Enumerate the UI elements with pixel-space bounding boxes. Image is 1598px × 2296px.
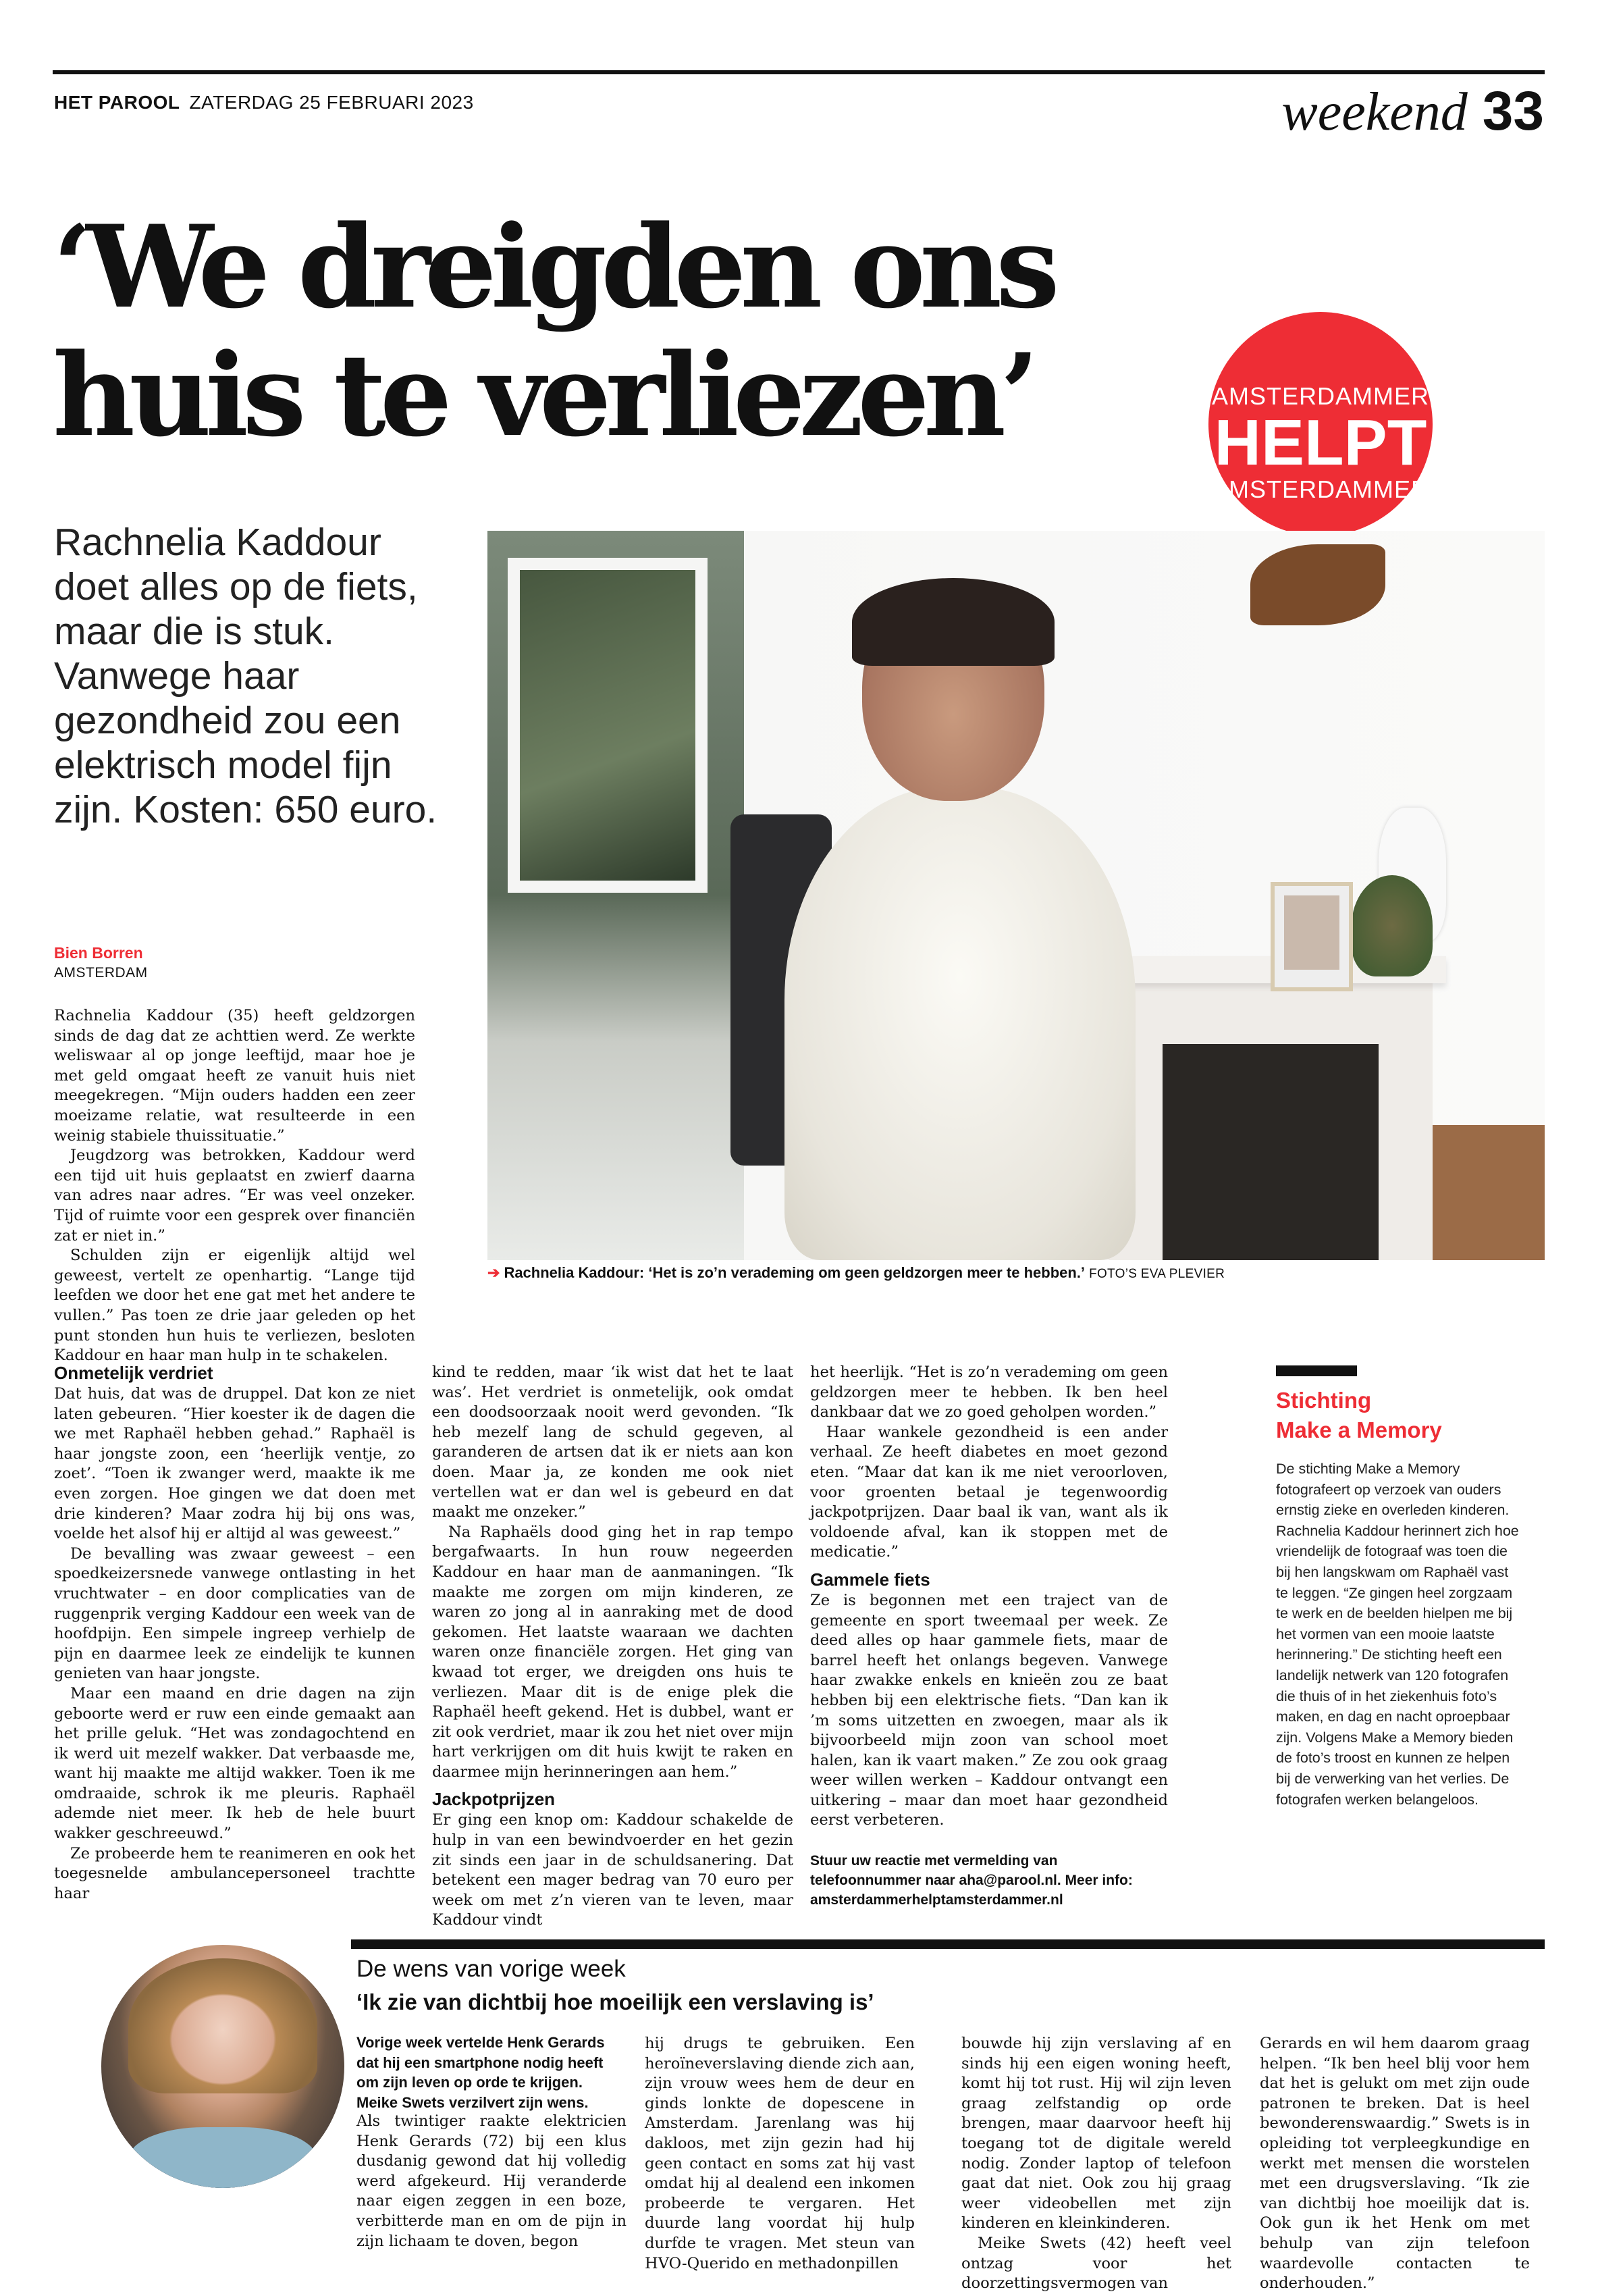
byline	[54, 944, 148, 981]
portrait-hair	[128, 1958, 317, 2093]
amsterdammer-helpt-badge	[1208, 312, 1433, 536]
subheading: Onmetelijk verdriet	[54, 1363, 213, 1383]
article-col1-top	[54, 1006, 415, 1366]
arrow-icon: ➔	[487, 1264, 500, 1281]
call-to-action: Stuur uw reactie met vermelding van telefoonnummer naar aha@parool.nl. Meer info: amsterdammerhelptamsterdammer.nl	[810, 1853, 1133, 1908]
previous-wish-col2	[645, 2034, 915, 2274]
article-col3	[810, 1363, 1168, 1910]
paragraph: Ze is begonnen met een traject van de gemeente en sport tweemaal per week. Ze deed alles op haar gammele fiets, maar de barrel heeft het onlangs begeven. Vanwege haar zwakke enkels en knieën zou ze baat hebben bij een elektrische fiets. “Dan kan ik ’m soms uitzetten en zwoegen, maar als ik bijvoorbeeld mijn zoon van school moet halen, kan ik vaart maken.” Ze zou ook graag weer willen werken – Kaddour ontvangt een uitkering – maar dan moet haar gezondheid eerst verbeteren.	[810, 1591, 1168, 1829]
bottom-section-rule	[351, 1939, 1545, 1949]
photo-fireplace-opening	[1163, 1044, 1379, 1260]
paragraph: kind te redden, maar ‘ik wist dat het te laat was’. Het verdriet is onmetelijk, ook omdat een doodsoorzaak nooit werd gevonden. “Ik heb mezelf lang de schuld gegeven, al garanderen de artsen dat ik er niets aan kon doen. Maar ja, ze konden me ook niet vertellen wat er dan wel is gebeurd en dat maakt me onzeker.”	[432, 1363, 793, 1521]
subheading: Gammele fiets	[810, 1569, 930, 1590]
paragraph: hij drugs te gebruiken. Een heroïneverslaving diende zich aan, zijn vrouw wees hem de deur en ginds lonkte de dopescene in Amsterdam. Jarenlang was hij dakloos, met zijn gezin had hij geen contact en soms zat hij vast omdat hij al dealend een inkomen probeerde te vergaren. Het duurde lang voordat hij hulp durfde te vragen. Met steun van HVO-Querido en methadonpillen	[645, 2035, 915, 2272]
paper-name: HET PAROOL	[54, 92, 180, 113]
subheading: Jackpotprijzen	[432, 1789, 556, 1810]
previous-wish-lead: Vorige week vertelde Henk Gerards dat hij een smartphone nodig heeft om zijn leven op orde te krijgen. Meike Swets verzilvert zijn wens.	[356, 2034, 605, 2111]
paragraph: Als twintiger raakte elektricien Henk Gerards (72) bij een klus dusdanig gewond dat hij volledig werd afgekeurd. Hij veranderde naar eigen zeggen in een boze, verbitterde man en om de pijn in zijn lichaam te doven, begon	[356, 2112, 627, 2250]
sidebar-title	[1276, 1386, 1506, 1445]
caption-text: Rachnelia Kaddour: ‘Het is zo’n verademing om geen geldzorgen meer te hebben.’	[504, 1264, 1086, 1281]
issue-date: ZATERDAG 25 FEBRUARI 2023	[189, 92, 474, 113]
paragraph: Na Raphaëls dood ging het in rap tempo bergafwaarts. In hun rouw negeerden Kaddour en haar man de aanmaningen. “Ik maakte me zorgen om mijn kinderen, ze waren zo jong al in aanraking met de dood gekomen. Het laatste waaraan we dachten waren onze financiële zorgen. Het ging van kwaad tot erger, we dreigden ons huis te verliezen. Maar dit is de enige plek die Raphaël heeft gekend. Het is dubbel, want er zit ook verdriet, maar ik zou het niet over mijn hart verkrijgen om dit huis kwijt te raken en daarmee mijn herinneringen aan hem.”	[432, 1523, 793, 1781]
paragraph: Gerards en wil hem daarom graag helpen. “Ik ben heel blij voor hem dat het is gelukt om met zijn oude patronen te breken. Dat is heel bewonderenswaardig.” Swets is in opleiding tot verpleegkundige en werkt met mensen die worstelen met een drugsverslaving. “Ik zie van dichtbij hoe moeilijk dat is. Ook gun ik het Henk om met behulp van zijn telefoon waardevolle contacten te onderhouden.”	[1260, 2035, 1530, 2293]
sidebar-title-line-1: Stichting	[1276, 1388, 1372, 1413]
author-name: Bien Borren	[54, 944, 143, 962]
sidebar-text: De stichting Make a Memory fotografeert op verzoek van ouders ernstig zieke en overleden kinderen. Rachnelia Kaddour herinnert zich hoe vriendelijk de fotograaf was toen die bij hen langskwam om Raphaël vast te leggen. “Ze gingen heel zorgzaam te werk en de beelden hielpen me bij het vormen van een mooie laatste herinnering.” De stichting heeft een landelijk netwerk van 120 fotografen die thuis of in het ziekenhuis foto’s maken, en dag en nacht oproepbaar zijn. Volgens Make a Memory bieden de foto’s troost en kunnen ze helpen bij de verwerking van het verlies. De fotografen werken belangeloos.	[1276, 1461, 1519, 1808]
photo-baby-frame	[1271, 882, 1353, 991]
section-name: weekend	[1281, 82, 1468, 142]
masthead-left	[54, 92, 474, 113]
portrait-shirt	[128, 2127, 317, 2188]
photo-credit: FOTO’S EVA PLEVIER	[1089, 1267, 1225, 1281]
paragraph: het heerlijk. “Het is zo’n verademing om geen geldzorgen meer te hebben. Ik ben heel dankbaar dat we zo goed geholpen worden.”	[810, 1363, 1168, 1421]
author-place: AMSTERDAM	[54, 965, 148, 981]
page-number: 33	[1482, 80, 1544, 142]
photo-wall-decoration	[1250, 544, 1385, 625]
previous-wish-kicker: De wens van vorige week	[356, 1956, 626, 1982]
paragraph: bouwde hij zijn verslaving af en sinds hij een eigen woning heeft, komt hij tot rust. Hij wil zijn leven graag zelfstandig op orde brengen, maar daarvoor heeft hij toegang tot de digitale wereld nodig. Zonder laptop of telefoon gaat dat niet. Ook zou hij graag weer videobellen met zijn kinderen en kleinkinderen.	[961, 2035, 1231, 2233]
paragraph: Dat huis, dat was de druppel. Dat kon ze niet laten gebeuren. “Hier koester ik de dagen die we met Raphaël hebben gehad.” Raphaël is haar jongste zoon, een ‘heerlijk ventje, zo zoet’. “Toen ik zwanger werd, maakte ik me even zorgen. Hoe gingen we dat doen met drie kinderen? Maar zodra hij bij ons was, voelde het alsof hij er altijd al was geweest.”	[54, 1385, 415, 1543]
paragraph: Ze probeerde hem te reanimeren en ook het toegesnelde ambulancepersoneel trachtte haar	[54, 1844, 415, 1902]
article-col2	[432, 1363, 793, 1931]
photo-caption	[487, 1264, 1545, 1282]
previous-wish-col3	[961, 2034, 1231, 2294]
photo-pine-cone	[1352, 875, 1433, 976]
intro-text: Rachnelia Kaddour doet alles op de fiets, maar die is stuk. Vanwege haar gezondheid zou een elektrisch model fijn zijn. Kosten: 650 euro.	[54, 521, 437, 831]
paragraph: Jeugdzorg was betrokken, Kaddour werd een tijd uit huis geplaatst en zwierf daarna van adres naar adres. “Er was veel onzeker. Tijd of ruimte voor een gesprek over financiën zat er niet in.”	[54, 1147, 415, 1245]
masthead-right	[1281, 80, 1544, 143]
badge-middle: HELPT	[1214, 407, 1427, 479]
paragraph: Schulden zijn er eigenlijk altijd wel geweest, vertelt ze openhartig. “Lange tijd leefden we door het ene gat met het andere te vullen.” Pas toen ze drie jaar geleden op het punt stonden hun huis te verliezen, besloten Kaddour en haar man hulp in te schakelen.	[54, 1247, 415, 1365]
badge-top: AMSTERDAMMER	[1211, 382, 1429, 410]
top-rule	[53, 70, 1545, 74]
sidebar-title-line-2: Make a Memory	[1276, 1417, 1442, 1442]
photo-window-pane	[508, 558, 708, 893]
sidebar-rule	[1276, 1365, 1357, 1376]
headline-line-1: ‘We dreigden ons	[53, 200, 1054, 334]
portrait-photo	[101, 1945, 344, 2188]
previous-wish-headline: ‘Ik zie van dichtbij hoe moeilijk een verslaving is’	[356, 1989, 874, 2014]
previous-wish-col4	[1260, 2034, 1530, 2294]
headline	[53, 200, 1234, 462]
paragraph: De bevalling was zwaar geweest – een spoedkeizersnede vanwege ontlasting in het vruchtwater – en door complicaties van de ruggenprik verging Kaddour een week van de hoofdpijn. Een simpele ingreep verhielp de pijn en daarmee leek ze eindelijk te kunnen genieten van haar jongste.	[54, 1544, 415, 1683]
main-photo	[487, 531, 1545, 1260]
badge-bottom: AMSTERDAMMER	[1211, 475, 1429, 503]
photo-person-body	[784, 787, 1136, 1260]
paragraph: Meike Swets (42) heeft veel ontzag voor het doorzettingsvermogen van	[961, 2234, 1231, 2293]
article-col1-bottom	[54, 1363, 415, 1904]
paragraph: Haar wankele gezondheid is een ander verhaal. Ze heeft diabetes en moet gezond eten. “Maar dat kan ik me niet veroorloven, voor groenten betaal je tegenwoordig jackpotprijzen. Daar baal ik van, want als ik voldoende afval, kan ik stoppen met de medicatie.”	[810, 1423, 1168, 1561]
paragraph: Maar een maand en drie dagen na zijn geboorte werd er ruw een einde gemaakt aan het prille geluk. “Het was zondagochtend en ik werd uit mezelf wakker. Dat verbaasde me, want hij maakte me altijd wakker. Toen ik me omdraaide, schrok ik me pleuris. Raphaël ademde niet meer. Ik heb de hele buurt wakker geschreeuwd.”	[54, 1684, 415, 1843]
paragraph: Er ging een knop om: Kaddour schakelde de hulp in van een bewindvoerder en het gezin zit sinds een jaar in de schuldsanering. Dat betekent een mager bedrag van 70 euro per week om met z’n vieren van te leven, maar Kaddour vindt	[432, 1811, 793, 1929]
paragraph: Rachnelia Kaddour (35) heeft geldzorgen sinds de dag dat ze achttien werd. Ze werkte weliswaar al op jonge leeftijd, maar hoe je met geld omgaat heeft ze vanuit huis niet meegekregen. “Mijn ouders hadden een zeer moeizame relatie, wat resulteerde in een weinig stabiele thuissituatie.”	[54, 1007, 415, 1145]
headline-line-2: huis te verliezen’	[53, 328, 1034, 462]
previous-wish-col1	[356, 2112, 627, 2251]
photo-person-hair	[852, 578, 1055, 666]
